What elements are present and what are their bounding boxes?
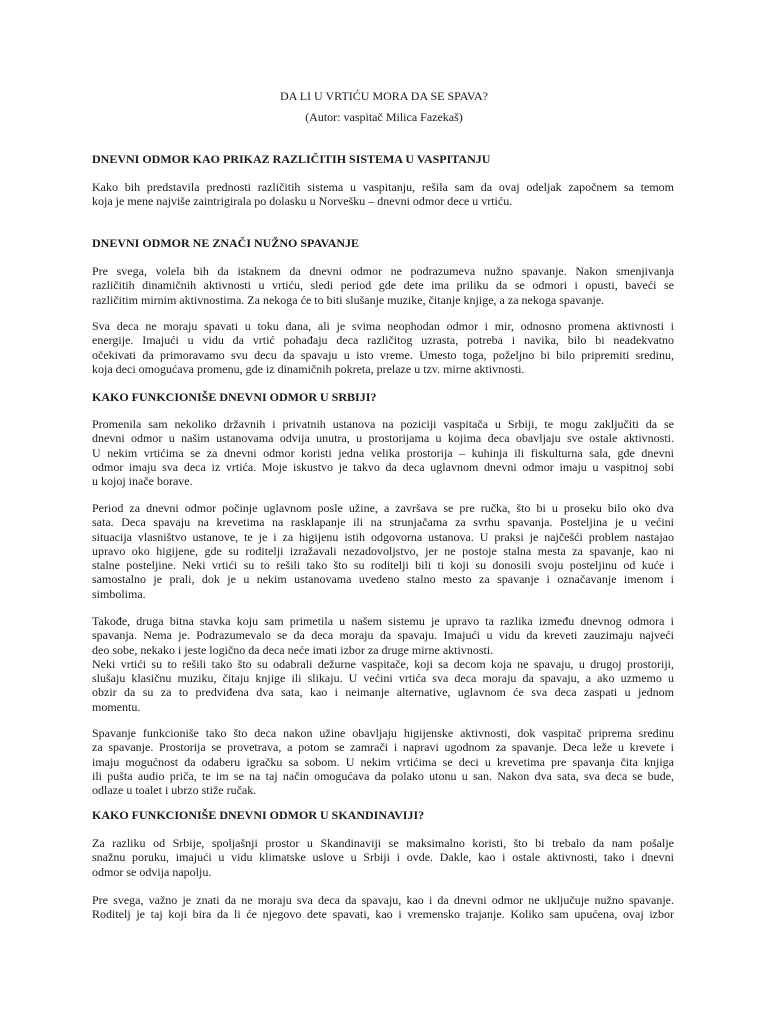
paragraph-line: upravo oko higijene, gde su roditelji izražavali nezadovoljstvo, jer ne postoje stalna mesta za spavanje, kao ni bbox=[92, 543, 674, 558]
paragraph bbox=[92, 893, 674, 922]
paragraph-line: koja je mene najviše zaintrigirala po dolasku u Norvešku – dnevni odmor dece u vrtiću. bbox=[92, 194, 513, 209]
paragraph bbox=[92, 264, 674, 307]
paragraph bbox=[92, 726, 674, 797]
paragraph-line: za spavanje. Prostorija se provetrava, a potom se zamrači i napravi ugodnom za spavanje. Deca leže u krevete i bbox=[92, 740, 674, 755]
section-heading: KAKO FUNKCIONIŠE DNEVNI ODMOR U SKANDINAVIJI? bbox=[92, 808, 425, 822]
paragraph-line: Za razliku od Srbije, spoljašnji prostor u Skandinaviji se maksimalno koristi, što bi trebalo da nam pošalje bbox=[92, 836, 674, 850]
paragraph-line: stalne posteljine. Neki vrtići su to rešili tako što su roditelji bili ti koji su donosili svoju posteljinu od kuće i bbox=[92, 558, 674, 572]
paragraph-line: u kojoj inače borave. bbox=[92, 474, 193, 488]
paragraph-line: Period za dnevni odmor počinje uglavnom posle užine, a završava se pre ručka, što bi u proseku bilo oko dva bbox=[92, 501, 674, 515]
paragraph-line: snažnu poruku, imajući u vidu klimatske uslove u Srbiji i ovde. Dakle, kao i ostale aktivnosti, tako i dnevni bbox=[92, 850, 674, 865]
paragraph-line: simbolima. bbox=[92, 586, 146, 601]
paragraph-line: Roditelj je taj koji bira da li će njegovo dete spavati, kao i vremensko trajanje. Koliko sam upućena, ovaj izbor bbox=[92, 907, 674, 922]
paragraph bbox=[92, 836, 674, 879]
paragraph-line: Pre svega, volela bih da istaknem da dnevni odmor ne podrazumeva nužno spavanje. Nakon smenjivanja bbox=[92, 264, 674, 278]
paragraph-line: Pre svega, važno je znati da ne moraju sva deca da spavaju, kao i da dnevni odmor ne uključuje nužno spavanje. bbox=[92, 893, 674, 907]
paragraph bbox=[92, 417, 674, 488]
paragraph-line: različitih dinamičnih aktivnosti u vrtiću, sledi period gde dete ima priliku da se odmori i opusti, baveći se bbox=[92, 278, 674, 293]
paragraph-line: samostalno je prali, dok je u nekim ustanovama uvedeno stalno mesto za spavanje i označavanje imenom i bbox=[92, 572, 674, 587]
paragraph-line: Sva deca ne moraju spavati u toku dana, ali je svima neophodan odmor i mir, odnosno promena aktivnosti i bbox=[92, 319, 674, 333]
paragraph-line: koja deci omogućava promenu, gde iz dinamičnih pokreta, prelaze u tzv. mirne aktivnosti. bbox=[92, 361, 525, 376]
paragraph bbox=[92, 319, 674, 376]
paragraph-line: U nekim vrtićima se za dnevni odmor koristi jedna velika prostorija – kuhinja ili fiskulturna sala, gde dnevni bbox=[92, 445, 674, 460]
paragraph-line: dnevni odmor u našim ustanovama odvija unutra, u prostorijama u kojima deca obavljaju sve ostale aktivnosti. bbox=[92, 431, 674, 446]
paragraph-line: slušaju klasičnu muziku, čitaju knjige ili slikaju. U većini vrtića sva deca moraju da spavaju, a ako uzmemo u bbox=[92, 671, 674, 685]
paragraph-line: energije. Imajući u vidu da vrtić pohađaju deca različitog uzrasta, potreba i navika, bilo bi neadekvatno bbox=[92, 333, 674, 348]
document-title: DA LI U VRTIĆU MORA DA SE SPAVA? bbox=[280, 89, 488, 103]
paragraph-line: ili pušta audio priča, te im se na taj način omogućava da polako utonu u san. Nakon dva sata, sva deca se bude, bbox=[92, 768, 674, 783]
section-heading: DNEVNI ODMOR NE ZNAČI NUŽNO SPAVANJE bbox=[92, 236, 360, 250]
paragraph-line: momentu. bbox=[92, 699, 141, 714]
paragraph-line: Neki vrtići su to rešili tako što su odabrali dežurne vaspitače, koji sa decom koja ne spavaju, u drugoj prostoriji, bbox=[92, 656, 674, 671]
paragraph bbox=[92, 501, 674, 601]
paragraph-line: odlaze u toalet i ubrzo stiže ručak. bbox=[92, 783, 257, 797]
section-heading: KAKO FUNKCIONIŠE DNEVNI ODMOR U SRBIJI? bbox=[92, 390, 377, 404]
paragraph-line: Spavanje funkcioniše tako što deca nakon užine obavljaju higijenske aktivnosti, dok vaspitač priprema sredinu bbox=[92, 726, 674, 740]
paragraph-line: odmor se odvija napolju. bbox=[92, 864, 212, 879]
paragraph-line: deo sobe, nekako i jeste logično da deca neće imati izbor za druge mirne aktivnosti. bbox=[92, 642, 494, 657]
paragraph-line: Takođe, druga bitna stavka koju sam primetila u našem sistemu je upravo ta razlika između dnevnog odmora i bbox=[92, 614, 674, 628]
paragraph-line: očekivati da primoravamo svu decu da spavaju u isto vreme. Umesto toga, poželjno bi bilo pripremiti sredinu, bbox=[92, 347, 674, 362]
paragraph-line: imaju mogućnost da odaberu igračku sa sobom. U nekim vrtićima se deci u krevetima pre spavanja čita knjiga bbox=[92, 754, 674, 769]
document-author: (Autor: vaspitač Milica Fazekaš) bbox=[305, 110, 463, 124]
paragraph bbox=[92, 614, 674, 714]
section-heading: DNEVNI ODMOR KAO PRIKAZ RAZLIČITIH SISTEMA U VASPITANJU bbox=[92, 152, 491, 166]
paragraph-line: situacija vlasništvo ustanove, te je i za higijenu istih odgovorna ustanova. U praksi je najčešći problem nastajao bbox=[92, 529, 674, 544]
paragraph-line: spavanja. Nema je. Podrazumevalo se da deca moraju da spavaju. Imajući u vidu da kreveti zauzimaju najveći bbox=[92, 628, 674, 643]
paragraph bbox=[92, 180, 674, 209]
paragraph-line: sata. Deca spavaju na krevetima na rasklapanje ili na strunjačama za svrhu spavanja. Posteljina je u većini bbox=[92, 515, 674, 530]
paragraph-line: Promenila sam nekoliko državnih i privatnih ustanova na poziciji vaspitača u Srbiji, te mogu zaključiti da se bbox=[92, 417, 674, 431]
paragraph-line: obzir da su za to predviđena dva sata, kao i neimanje alternative, uglavnom će sva deca zaspati u jednom bbox=[92, 685, 674, 700]
paragraph-line: različitim mirnim aktivnostima. Za nekoga će to biti slušanje muzike, čitanje knjige, a za nekoga spavanje. bbox=[92, 292, 605, 307]
paragraph-line: Kako bih predstavila prednosti različitih sistema u vaspitanju, rešila sam da ovaj odeljak započnem sa temom bbox=[92, 180, 674, 194]
paragraph-line: odmor imaju sva deca iz vrtića. Moje iskustvo je takvo da deca uglavnom dnevni odmor imaju u vaspitnoj sobi bbox=[92, 459, 674, 474]
